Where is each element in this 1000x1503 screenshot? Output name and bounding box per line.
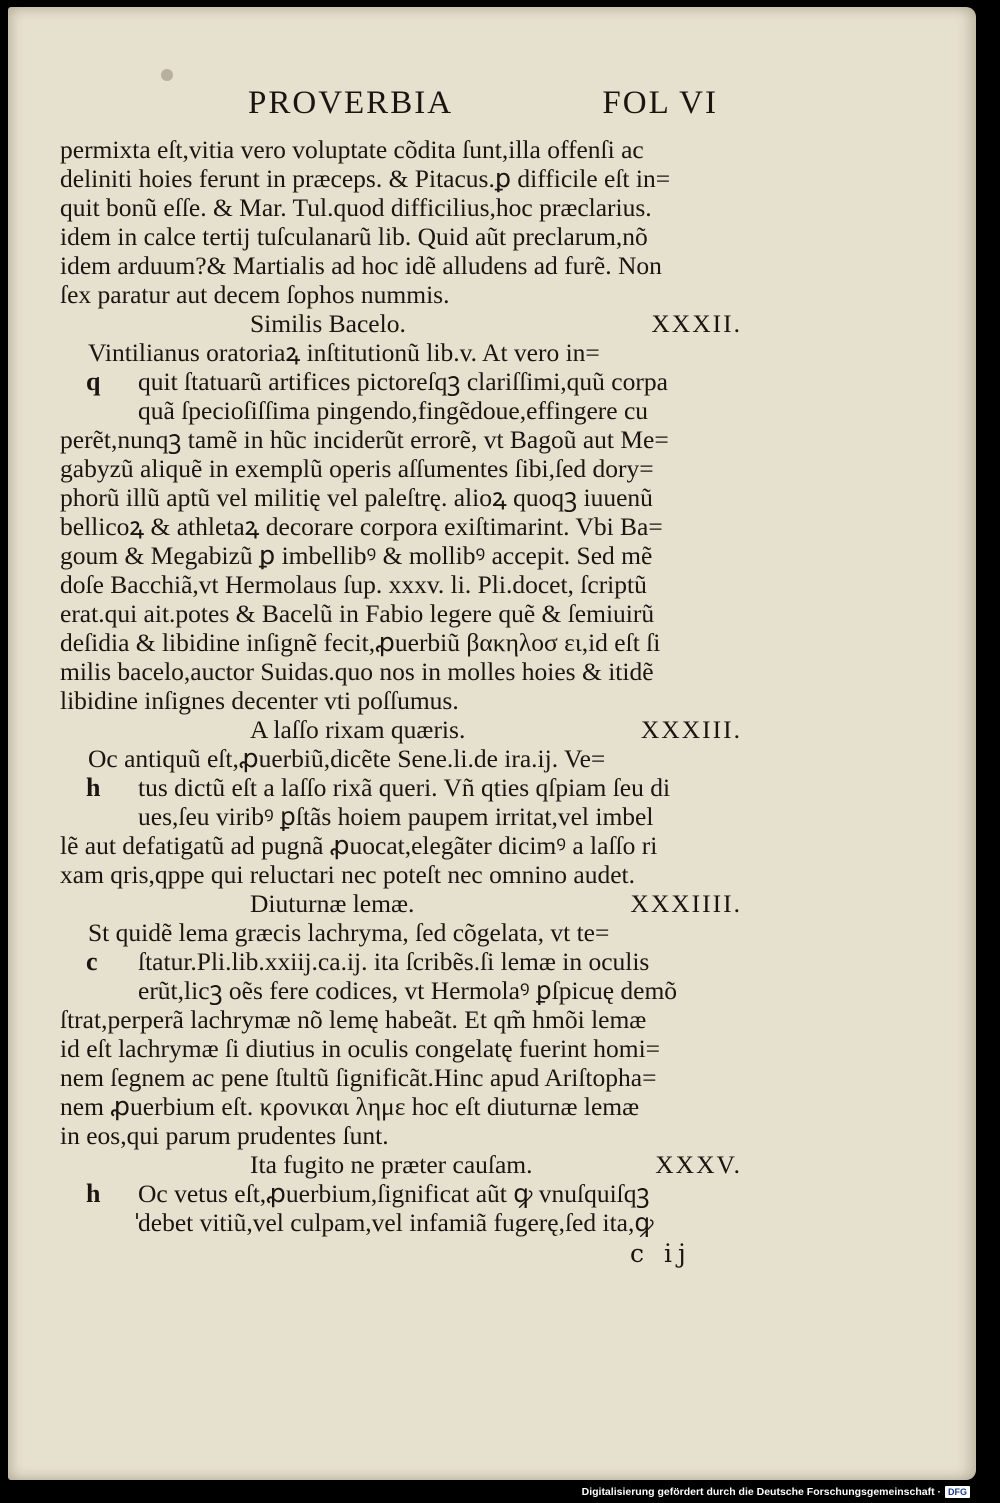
- text-line: lẽ aut defatigatũ ad pugnã ꝓuocat,elegãter dicimꝰ a laſſo ri: [60, 831, 658, 860]
- text-line: xam qris,qppe qui reluctari nec poteſt nec omnino audet.: [60, 860, 635, 889]
- section-number: XXXV.: [655, 1150, 742, 1179]
- text-line: Vintilianus oratoriaꝝ inſtitutionũ lib.v. At vero in=: [88, 338, 600, 367]
- credit-text: Digitalisierung gefördert durch die Deutsche Forschungsgemeinschaft ·: [581, 1486, 941, 1498]
- text-line: tus dictũ eſt a laſſo rixã queri. Vñ qties qſpiam ſeu di: [138, 773, 671, 802]
- section-title: Diuturnæ lemæ.: [250, 889, 415, 918]
- guide-letter: q: [86, 367, 101, 396]
- section-heading: [60, 715, 742, 744]
- text-line: gabyzũ aliquẽ in exemplũ operis aſſumentes ſibi,ſed dory=: [60, 454, 654, 483]
- text-line: St quidẽ lema græcis lachryma, ſed cõgelata, vt te=: [88, 918, 610, 947]
- text-line: permixta eſt,vitia vero voluptate cõdita ſunt,illa offenſi ac: [60, 135, 644, 164]
- text-line: deſidia & libidine inſignẽ fecit,ꝓuerbiũ βακηλοσ ει,id eſt ſi: [60, 628, 661, 657]
- text-line: idem in calce tertij tuſculanarũ lib. Quid aũt preclarum,nõ: [60, 222, 648, 251]
- section-number: XXXII.: [651, 309, 742, 338]
- guide-letter: h: [86, 1179, 101, 1208]
- text-line: quit ſtatuarũ artifices pictoreſqꝫ clariſſimi,quũ corpa: [138, 367, 668, 396]
- text-line: goum & Megabizũ ꝑ imbellibꝰ & mollibꝰ accepit. Sed mẽ: [60, 541, 653, 570]
- guide-letter: c: [86, 947, 98, 976]
- section-number: XXXIII.: [640, 715, 742, 744]
- text-line: ſex paratur aut decem ſophos nummis.: [60, 280, 450, 309]
- dfg-logo: DFG: [945, 1486, 970, 1498]
- text-line: ſtatur.Pli.lib.xxiij.ca.ij. ita ſcribẽs.ſi lemæ in oculis: [138, 947, 650, 976]
- text-line: bellicoꝝ & athletaꝝ decorare corpora exiſtimarint. Vbi Ba=: [60, 512, 663, 541]
- digitization-credit: [582, 1485, 970, 1499]
- guide-letter: h: [86, 773, 101, 802]
- text-line: id eſt lachrymæ ſi diutius in oculis congelatę fuerint homi=: [60, 1034, 661, 1063]
- book-page: [8, 7, 976, 1480]
- text-line: libidine inſignes decenter vti poſſumus.: [60, 686, 459, 715]
- signature-mark: c ij: [630, 1239, 692, 1268]
- section-heading: [60, 889, 742, 918]
- text-line: nem ſegnem ac pene ſtultũ ſignificãt.Hinc apud Ariſtopha=: [60, 1063, 657, 1092]
- text-line: Oc vetus eſt,ꝓuerbium,ſignificat aũt ꝙ vnuſquiſqꝫ: [138, 1179, 650, 1208]
- section-title: A laſſo rixam quæris.: [250, 715, 466, 744]
- text-line: Oc antiquũ eſt,ꝓuerbiũ,dicẽte Sene.li.de ira.ij. Ve=: [88, 744, 606, 773]
- text-line: erũt,licꝫ oẽs fere codices, vt Hermolaꝰ ꝑſpicuę demõ: [138, 976, 678, 1005]
- section-heading: [60, 309, 742, 338]
- text-line: quã ſpecioſiſſima pingendo,fingẽdoue,effingere cu: [138, 396, 649, 425]
- folio-number: FOL VI: [602, 85, 718, 121]
- text-line: idem arduum?& Martialis ad hoc idẽ alludens ad furẽ. Non: [60, 251, 662, 280]
- section-number: XXXIIII.: [630, 889, 742, 918]
- section-title: Similis Bacelo.: [250, 309, 406, 338]
- running-title: PROVERBIA: [248, 85, 454, 121]
- text-line: in eos,qui parum prudentes ſunt.: [60, 1121, 389, 1150]
- text-line: debet vitiũ,vel culpam,vel infamiã fugerę,ſed ita,ꝙ: [138, 1208, 654, 1237]
- text-line: perẽt,nunqꝫ tamẽ in hũc inciderũt errorẽ, vt Bagoũ aut Me=: [60, 425, 669, 454]
- section-title: Ita fugito ne præter cauſam.: [250, 1150, 533, 1179]
- text-line: doſe Bacchiã,vt Hermolaus ſup. xxxv. li. Pli.docet, ſcriptũ: [60, 570, 647, 599]
- text-line: ſtrat,perperã lachrymæ nõ lemę habeãt. Et qm̃ hmõi lemæ: [60, 1005, 647, 1034]
- text-line: deliniti hoies ferunt in præceps. & Pitacus.ꝑ difficile eſt in=: [60, 164, 671, 193]
- text-line: nem ꝓuerbium eſt. κρονικαι λημε hoc eſt diuturnæ lemæ: [60, 1092, 640, 1121]
- running-header: [248, 85, 718, 125]
- section-heading: [60, 1150, 742, 1179]
- text-line: ues,ſeu viribꝰ ꝑſtãs hoiem paupem irritat,vel imbel: [138, 802, 654, 831]
- text-line: erat.qui ait.potes & Bacelũ in Fabio legere quẽ & ſemiuirũ: [60, 599, 655, 628]
- text-line: phorũ illũ aptũ vel militię vel paleſtrę. alioꝝ quoqꝫ iuuenũ: [60, 483, 653, 512]
- ink-spot: [161, 69, 173, 81]
- ink-mark: [136, 1213, 138, 1219]
- text-line: milis bacelo,auctor Suidas.quo nos in molles hoies & itidẽ: [60, 657, 654, 686]
- text-line: quit bonũ eſſe. & Mar. Tul.quod difficilius,hoc præclarius.: [60, 193, 652, 222]
